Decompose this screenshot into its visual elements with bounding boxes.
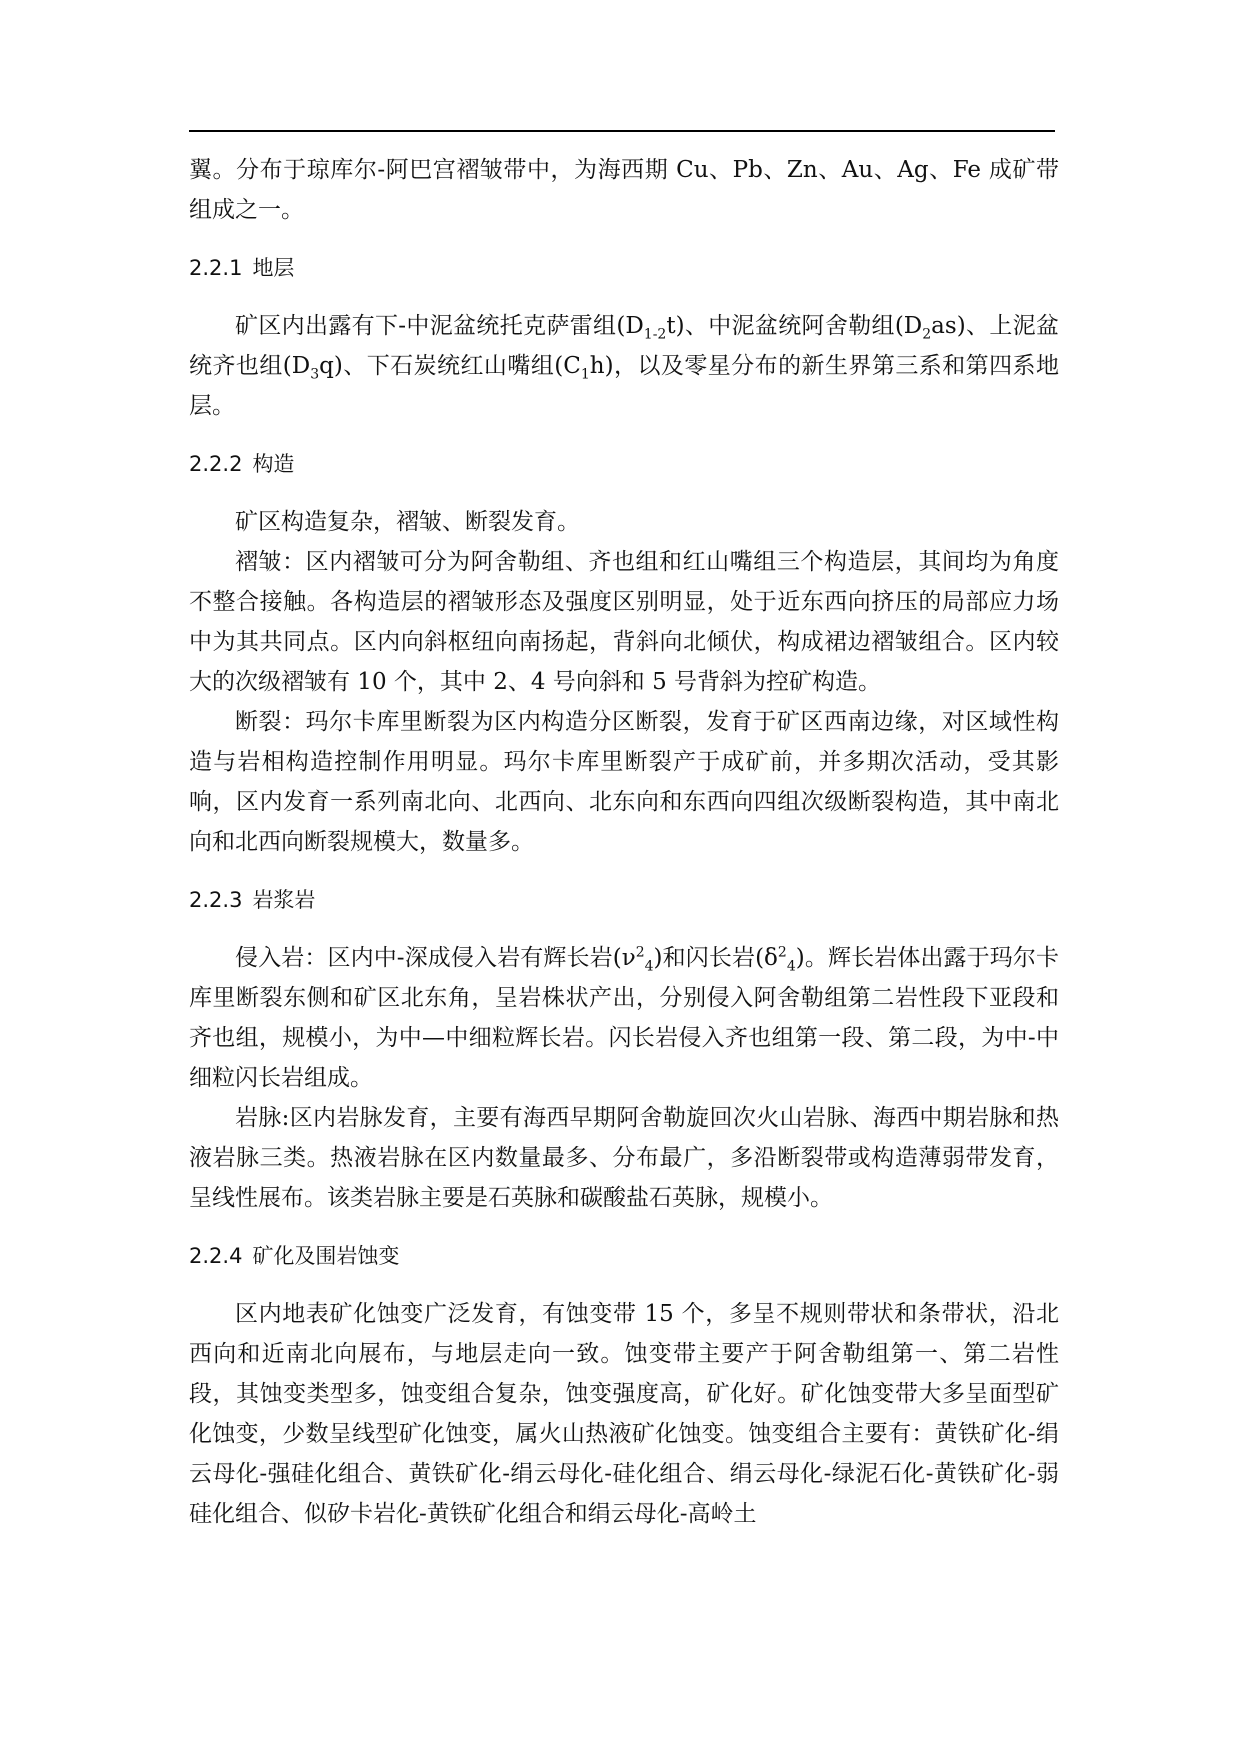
intro-text: 翼。分布于琼库尔-阿巴宫褶皱带中，为海西期 Cu、Pb、Zn、Au、Ag、Fe 成矿带组成之一。: [189, 157, 1059, 223]
subscript: 2: [922, 326, 932, 343]
section-number: 2.2.1: [189, 256, 243, 280]
document-body: [189, 150, 1059, 1534]
section-title: 矿化及围岩蚀变: [252, 1244, 400, 1268]
structure-intro-paragraph: 矿区构造复杂，褶皱、断裂发育。: [235, 509, 580, 535]
header-rule: [189, 130, 1055, 132]
section-title: 岩浆岩: [252, 888, 316, 912]
subscript: 4: [786, 958, 796, 975]
text-run: )。辉长岩体出露于玛尔卡库里断裂东侧和矿区北东角，呈岩株状产出，分别侵入阿舍勒组第二岩性段下亚段和齐也组，规模小，为中—中细粒辉长岩。闪长岩侵入齐也组第一段、第二段，为中-中细粒闪长岩组成。: [189, 945, 1059, 1091]
section-heading-2-2-3: [189, 880, 1059, 920]
text-run: 侵入岩：区内中-深成侵入岩有辉长岩(ν: [235, 945, 636, 971]
section-title: 地层: [252, 256, 295, 280]
faults-paragraph: 断裂：玛尔卡库里断裂为区内构造分区断裂，发育于矿区西南边缘，对区域性构造与岩相构造控制作用明显。玛尔卡库里断裂产于成矿前，并多期次活动，受其影响，区内发育一系列南北向、北西向、北东向和东西向四组次级断裂构造，其中南北向和北西向断裂规模大，数量多。: [189, 709, 1059, 855]
folds-paragraph: 褶皱：区内褶皱可分为阿舍勒组、齐也组和红山嘴组三个构造层，其间均为角度不整合接触。各构造层的褶皱形态及强度区别明显，处于近东西向挤压的局部应力场中为其共同点。区内向斜枢纽向南扬起，背斜向北倾伏，构成裙边褶皱组合。区内较大的次级褶皱有 10 个，其中 2、4 号向斜和 5 号背斜为控矿构造。: [189, 549, 1059, 695]
section-title: 构造: [252, 452, 295, 476]
text-run: t)、中泥盆统阿舍勒组(D: [666, 313, 923, 339]
dikes-paragraph: 岩脉:区内岩脉发育，主要有海西早期阿舍勒旋回次火山岩脉、海西中期岩脉和热液岩脉三类。热液岩脉在区内数量最多、分布最广，多沿断裂带或构造薄弱带发育，呈线性展布。该类岩脉主要是石英脉和碳酸盐石英脉，规模小。: [189, 1105, 1059, 1211]
text-run: )和闪长岩(δ: [653, 945, 778, 971]
intro-paragraph: [189, 150, 1059, 230]
text-run: 矿区内出露有下-中泥盆统托克萨雷组(D: [235, 313, 644, 339]
text-run: as)、上泥盆统齐也组(D: [189, 313, 1059, 379]
section-number: 2.2.2: [189, 452, 243, 476]
section-number: 2.2.3: [189, 888, 243, 912]
subscript: 3: [310, 366, 320, 383]
subscript: 4: [644, 958, 654, 975]
subscript: 1: [580, 366, 590, 383]
text-run: q)、下石炭统红山嘴组(C: [319, 353, 581, 379]
intrusive-rocks-paragraph: [189, 938, 1059, 1098]
alteration-paragraph: 区内地表矿化蚀变广泛发育，有蚀变带 15 个，多呈不规则带状和条带状，沿北西向和近南北向展布，与地层走向一致。蚀变带主要产于阿舍勒组第一、第二岩性段，其蚀变类型多，蚀变组合复杂，蚀变强度高，矿化好。矿化蚀变带大多呈面型矿化蚀变，少数呈线型矿化蚀变，属火山热液矿化蚀变。蚀变组合主要有：黄铁矿化-绢云母化-强硅化组合、黄铁矿化-绢云母化-硅化组合、绢云母化-绿泥石化-黄铁矿化-弱硅化组合、似矽卡岩化-黄铁矿化组合和绢云母化-高岭土: [189, 1301, 1059, 1527]
strata-paragraph: [189, 306, 1059, 426]
section-heading-2-2-4: [189, 1236, 1059, 1276]
superscript: 2: [777, 944, 787, 961]
superscript: 2: [635, 944, 645, 961]
subscript: 1-2: [643, 326, 667, 343]
text-run: h)，以及零星分布的新生界第三系和第四系地层。: [189, 353, 1059, 419]
section-heading-2-2-2: [189, 444, 1059, 484]
section-heading-2-2-1: [189, 248, 1059, 288]
section-number: 2.2.4: [189, 1244, 243, 1268]
